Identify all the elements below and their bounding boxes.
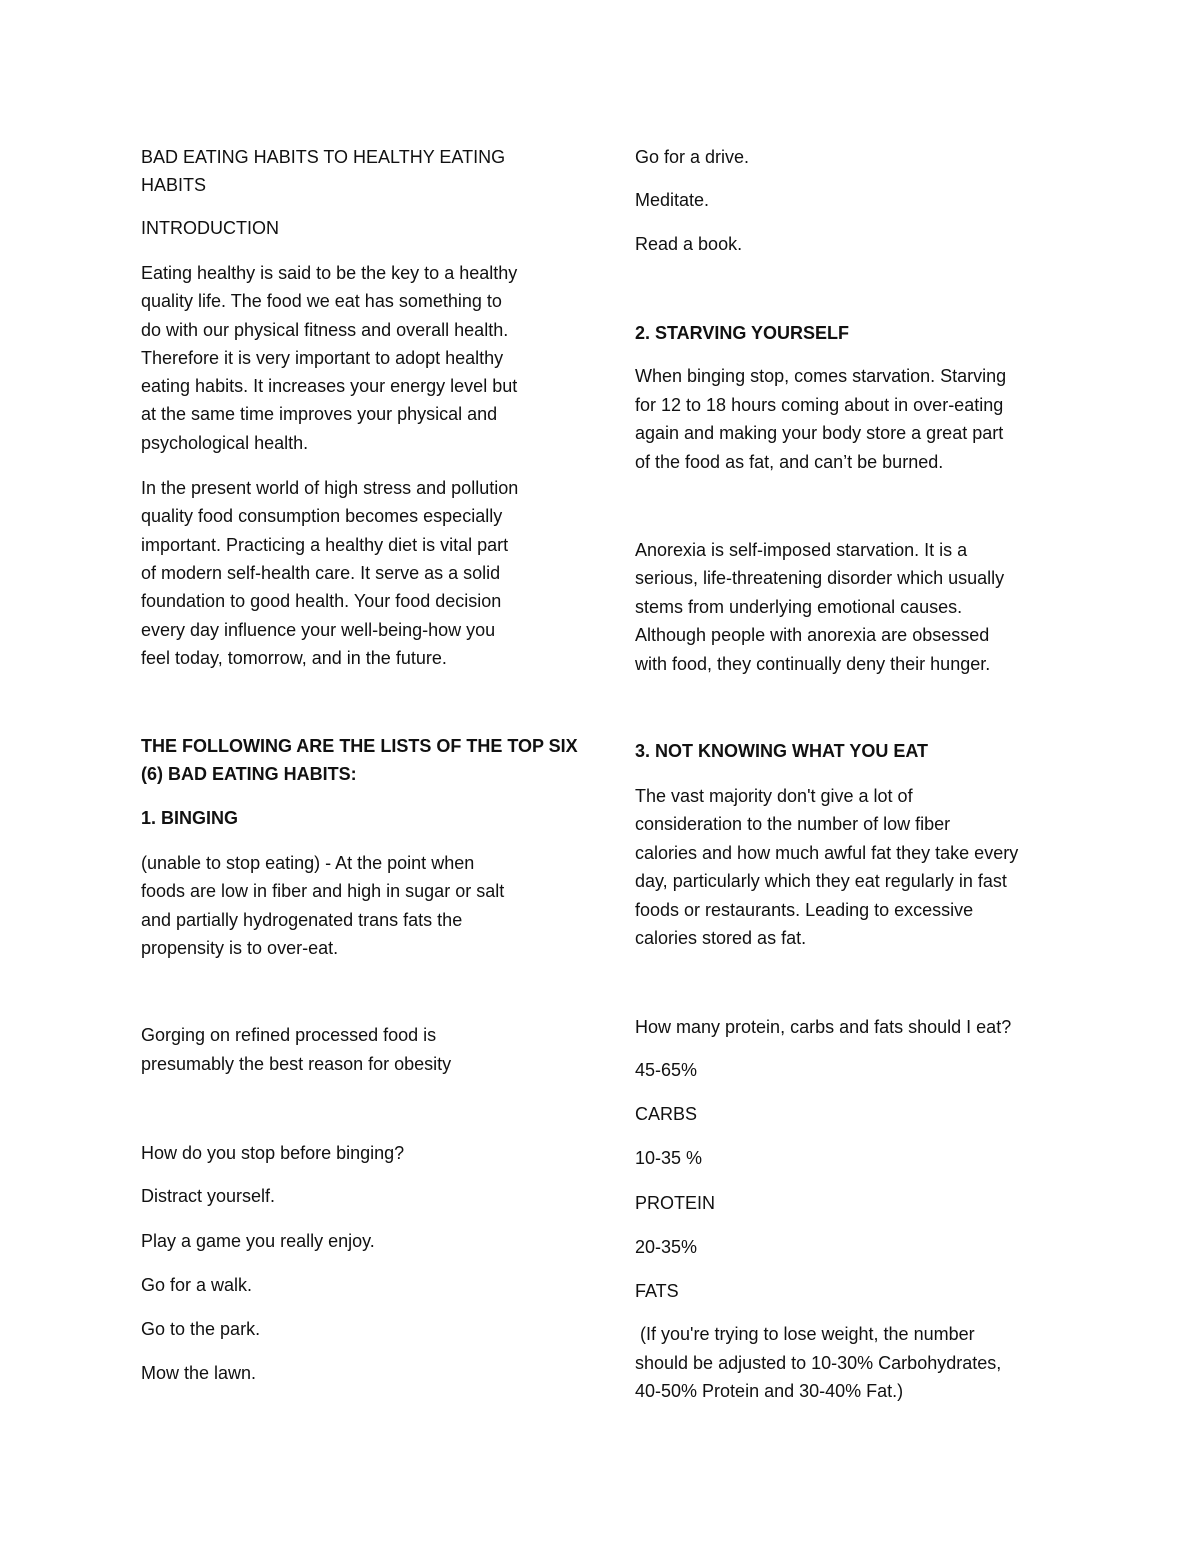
bad-habits-list-heading: THE FOLLOWING ARE THE LISTS OF THE TOP SIX — [141, 736, 578, 756]
weight-loss-note-line: 40-50% Protein and 30-40% Fat.) — [635, 1381, 904, 1401]
intro-paragraph-2-line: foundation to good health. Your food decision — [141, 591, 502, 611]
habit-3-paragraph-line: day, particularly which they eat regularly in fast — [635, 871, 1007, 891]
document-title-line-1: BAD EATING HABITS TO HEALTHY EATING — [141, 147, 506, 167]
introduction-heading: INTRODUCTION — [141, 218, 279, 238]
habit-1-paragraph-line: and partially hydrogenated trans fats the — [141, 910, 463, 930]
habit-2-paragraph-line: again and making your body store a great part — [635, 423, 1004, 443]
anorexia-paragraph-line: serious, life-threatening disorder which usually — [635, 568, 1005, 588]
binging-tip: Go for a drive. — [635, 147, 750, 167]
habit-1-paragraph-line: propensity is to over-eat. — [141, 938, 339, 958]
habit-1-paragraph-line: foods are low in fiber and high in sugar or salt — [141, 881, 505, 901]
macro-question: How many protein, carbs and fats should I eat? — [635, 1017, 1012, 1037]
macro-value: 45-65% — [635, 1060, 698, 1080]
binging-tip: Play a game you really enjoy. — [141, 1231, 375, 1251]
binging-tip: Distract yourself. — [141, 1186, 276, 1206]
anorexia-paragraph-line: Although people with anorexia are obsessed — [635, 625, 990, 645]
binging-tips-question: How do you stop before binging? — [141, 1143, 405, 1163]
intro-paragraph-2-line: every day influence your well-being-how you — [141, 620, 496, 640]
habit-3-paragraph-line: foods or restaurants. Leading to excessive — [635, 900, 974, 920]
anorexia-paragraph-line: stems from underlying emotional causes. — [635, 597, 963, 617]
intro-paragraph-1-line: psychological health. — [141, 433, 309, 453]
intro-paragraph-1-line: at the same time improves your physical and — [141, 404, 498, 424]
weight-loss-note-line: (If you're trying to lose weight, the number — [635, 1324, 975, 1344]
intro-paragraph-1-line: do with our physical fitness and overall health. — [141, 320, 509, 340]
binging-tip: Go to the park. — [141, 1319, 261, 1339]
macro-label: PROTEIN — [635, 1193, 716, 1213]
habit-3-paragraph-line: The vast majority don't give a lot of — [635, 786, 913, 806]
habit-2-paragraph-line: for 12 to 18 hours coming about in over-eating — [635, 395, 1004, 415]
anorexia-paragraph-line: Anorexia is self-imposed starvation. It is a — [635, 540, 968, 560]
binging-tip: Read a book. — [635, 234, 743, 254]
obesity-paragraph-line: Gorging on refined processed food is — [141, 1025, 437, 1045]
intro-paragraph-2-line: of modern self-health care. It serve as a solid — [141, 563, 501, 583]
intro-paragraph-1-line: eating habits. It increases your energy level but — [141, 376, 518, 396]
obesity-paragraph-line: presumably the best reason for obesity — [141, 1054, 452, 1074]
weight-loss-note-line: should be adjusted to 10-30% Carbohydrates, — [635, 1353, 1002, 1373]
intro-paragraph-2-line: In the present world of high stress and pollution — [141, 478, 519, 498]
habit-2-heading: 2. STARVING YOURSELF — [635, 323, 850, 343]
habit-3-paragraph-line: calories and how much awful fat they take every — [635, 843, 1019, 863]
habit-2-paragraph-line: of the food as fat, and can’t be burned. — [635, 452, 944, 472]
macro-label: CARBS — [635, 1104, 698, 1124]
intro-paragraph-2-line: important. Practicing a healthy diet is vital part — [141, 535, 509, 555]
document-title-line-2: HABITS — [141, 175, 207, 195]
macro-value: 10-35 % — [635, 1148, 703, 1168]
habit-3-paragraph-line: consideration to the number of low fiber — [635, 814, 951, 834]
intro-paragraph-2-line: feel today, tomorrow, and in the future. — [141, 648, 447, 668]
macro-value: 20-35% — [635, 1237, 698, 1257]
anorexia-paragraph-line: with food, they continually deny their hunger. — [635, 654, 991, 674]
intro-paragraph-1-line: Therefore it is very important to adopt healthy — [141, 348, 504, 368]
intro-paragraph-2-line: quality food consumption becomes especially — [141, 506, 503, 526]
habit-2-paragraph-line: When binging stop, comes starvation. Starving — [635, 366, 1007, 386]
binging-tip: Meditate. — [635, 190, 710, 210]
habit-1-heading: 1. BINGING — [141, 808, 239, 828]
intro-paragraph-1-line: Eating healthy is said to be the key to a healthy — [141, 263, 518, 283]
habit-3-paragraph-line: calories stored as fat. — [635, 928, 807, 948]
habit-3-heading: 3. NOT KNOWING WHAT YOU EAT — [635, 741, 928, 761]
bad-habits-list-heading: (6) BAD EATING HABITS: — [141, 764, 357, 784]
habit-1-paragraph-line: (unable to stop eating) - At the point when — [141, 853, 475, 873]
binging-tip: Mow the lawn. — [141, 1363, 257, 1383]
macro-label: FATS — [635, 1281, 679, 1301]
binging-tip: Go for a walk. — [141, 1275, 253, 1295]
intro-paragraph-1-line: quality life. The food we eat has something to — [141, 291, 502, 311]
